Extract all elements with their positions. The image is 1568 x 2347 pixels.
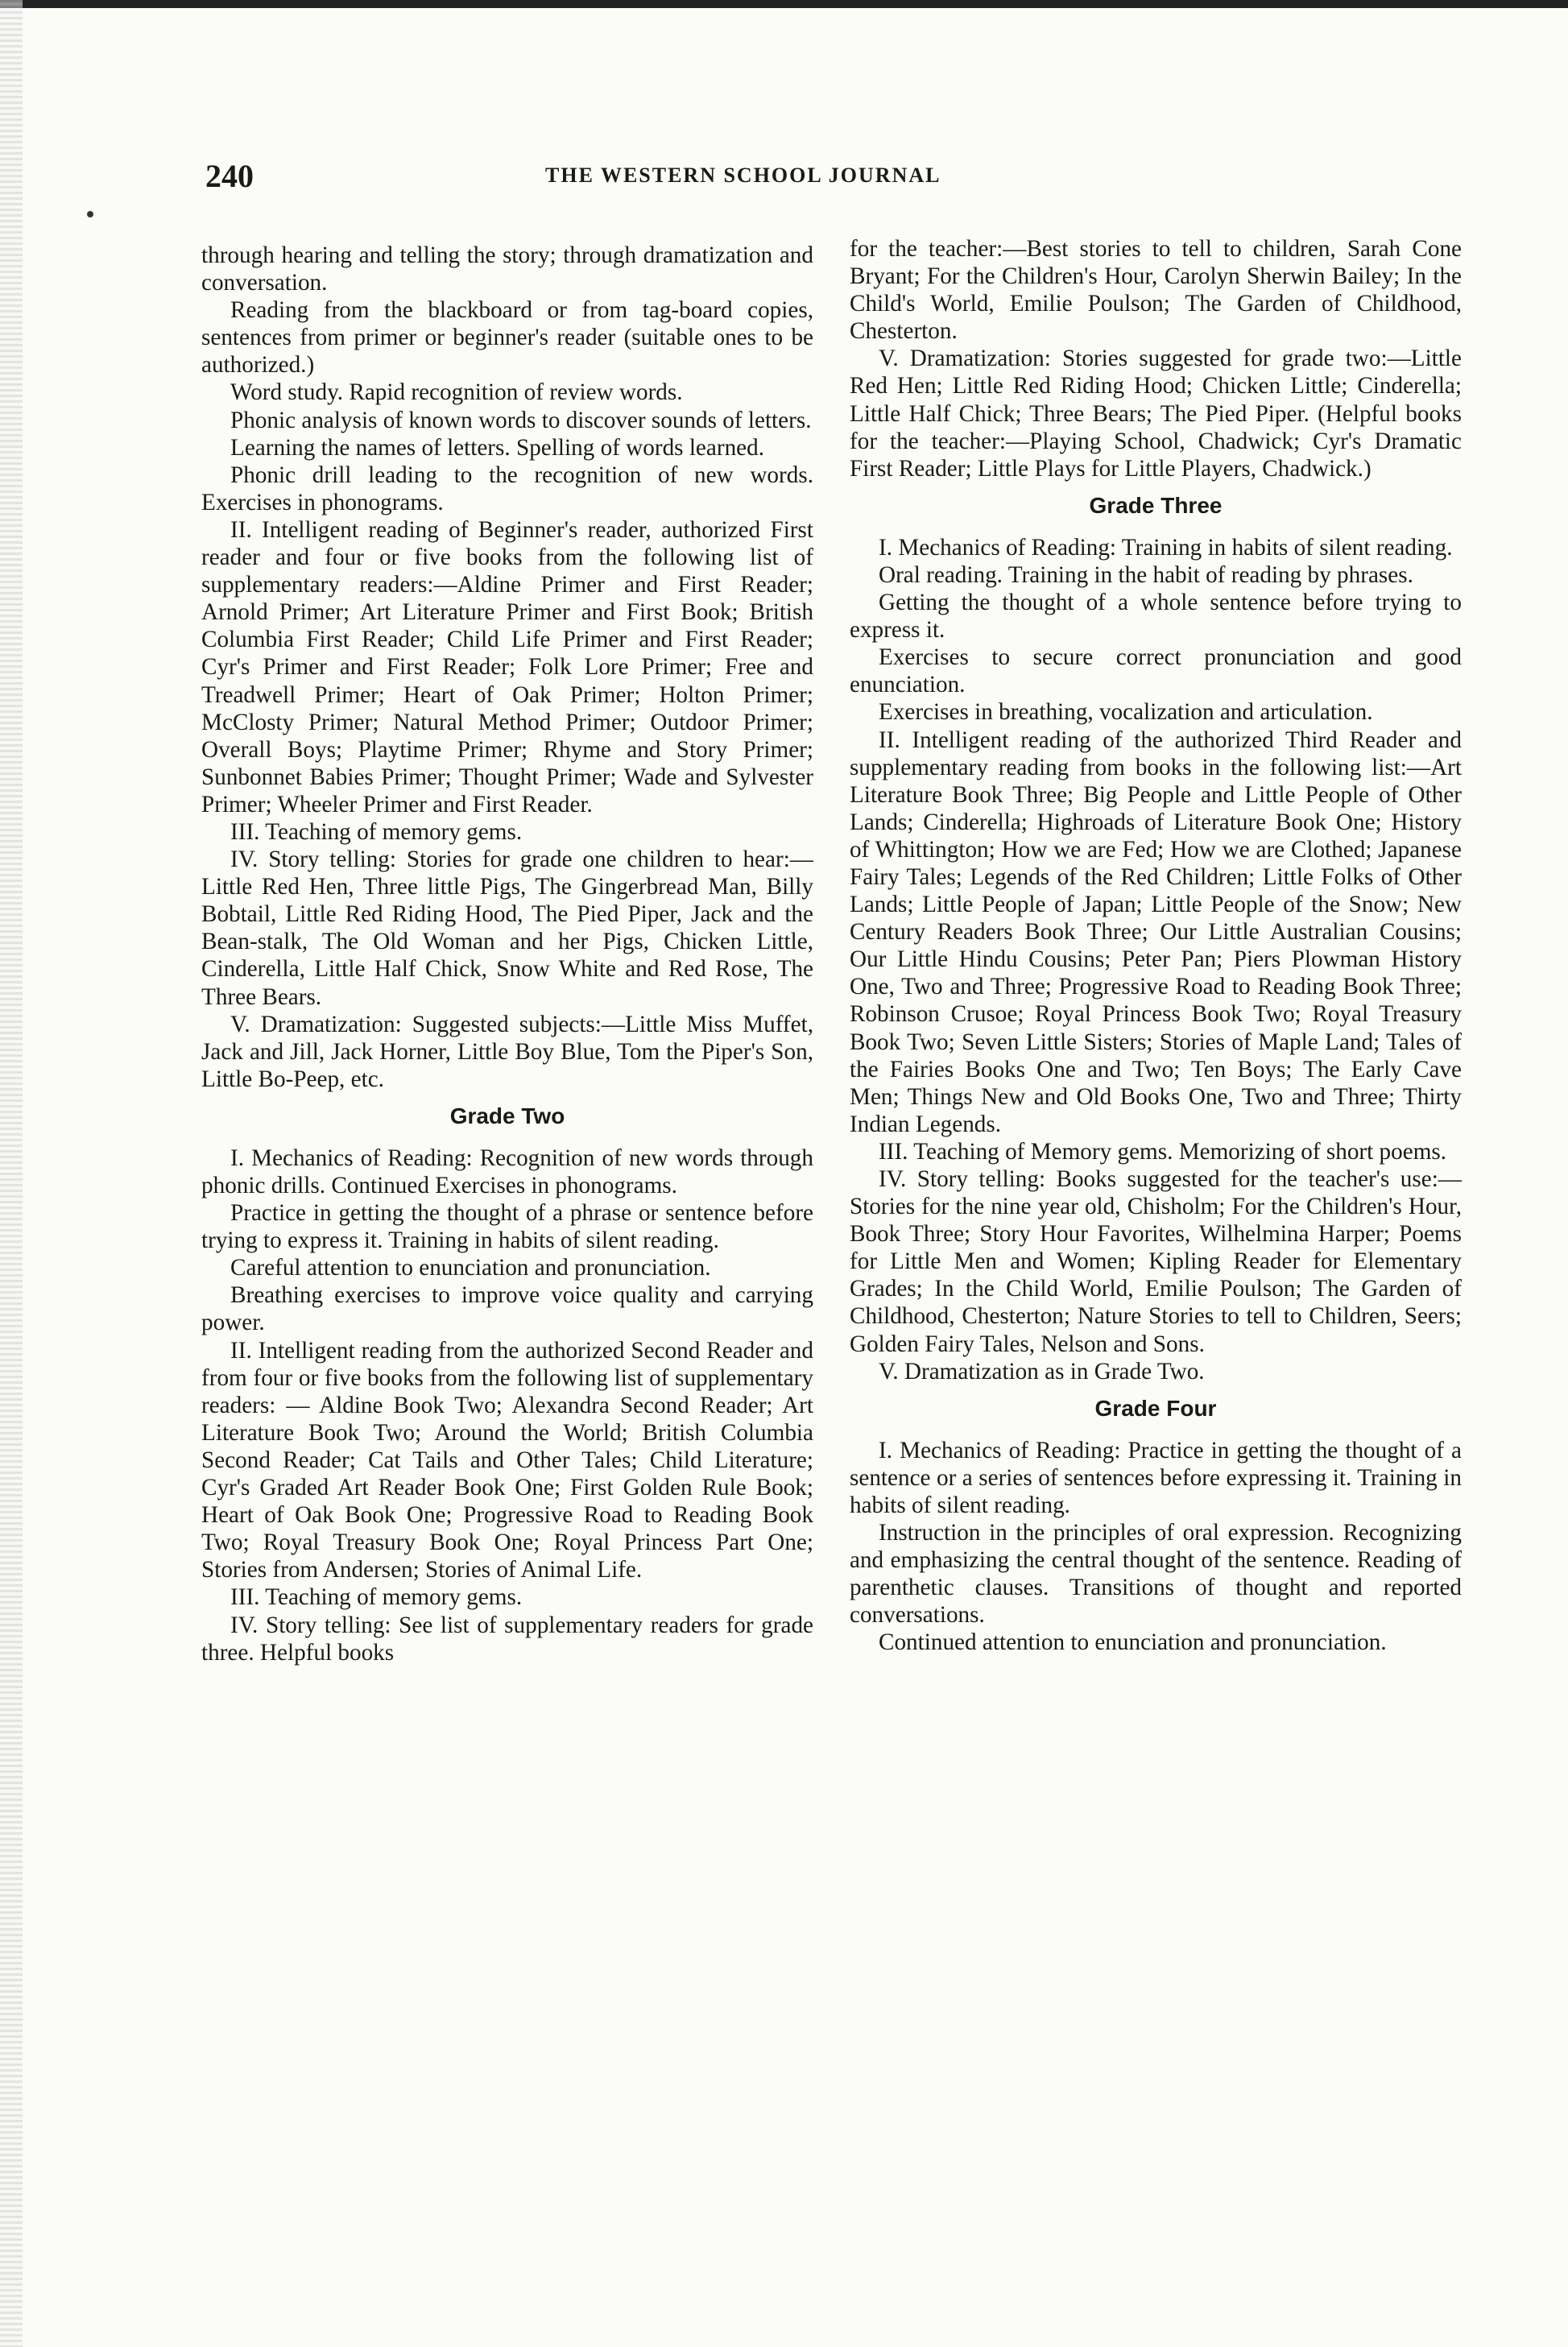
paragraph: Exercises in breathing, vocalization and articulation. — [879, 699, 1373, 726]
binding-edge — [0, 0, 23, 2347]
section-heading-grade-four: Grade Four — [1094, 1395, 1217, 1421]
paragraph: Phonic analysis of known words to discover sounds of letters. — [230, 407, 812, 433]
paragraph: for the teacher:—Best stories to tell to children, Sarah Cone Bryant; For the Children's Hour, Carolyn Sherwin Bailey; In the Child's World, Emilie Poulson; The Garden of Childhood, Chesterton. — [850, 236, 1462, 345]
paragraph: Getting the thought of a whole sentence before trying to express it. — [850, 590, 1462, 644]
section-heading-grade-two: Grade Two — [449, 1103, 565, 1128]
left-column — [201, 242, 813, 1666]
paragraph: Reading from the blackboard or from tag-board copies, sentences from primer or beginner's reader (suitable ones to be authorized.) — [201, 297, 813, 379]
paragraph: III. Teaching of memory gems. — [230, 1584, 523, 1611]
margin-dot — [87, 211, 93, 217]
paragraph: II. Intelligent reading from the authorized Second Reader and from four or five books from the following list of supplementary readers: — Aldine Book Two; Alexandra Second Reader; Art Literature Book Two; Around the World; British Columbia Second Reader; Cat Tails and Other Tales; Child Literature; Cyr's Graded Art Reader Book One; First Golden Rule Book; Heart of Oak Book One; Progressive Road to Reading Book Two; Royal Treasury Book One; Royal Princess Part One; Stories from Andersen; Stories of Animal Life. — [201, 1337, 813, 1583]
paragraph: Breathing exercises to improve voice quality and carrying power. — [201, 1282, 813, 1336]
paragraph: I. Mechanics of Reading: Practice in getting the thought of a sentence or a series of sentences before expressing it. Training in habits of silent reading. — [850, 1437, 1462, 1518]
paragraph: V. Dramatization as in Grade Two. — [879, 1358, 1205, 1385]
paragraph: through hearing and telling the story; through dramatization and conversation. — [201, 242, 813, 296]
section-heading-grade-three: Grade Three — [1089, 492, 1223, 518]
paragraph: IV. Story telling: See list of supplementary readers for grade three. Helpful books — [201, 1612, 813, 1666]
paragraph: V. Dramatization: Suggested subjects:—Little Miss Muffet, Jack and Jill, Jack Horner, Little Boy Blue, Tom the Piper's Son, Little Bo-Peep, etc. — [201, 1011, 813, 1092]
paragraph: III. Teaching of memory gems. — [230, 818, 523, 845]
paragraph: Careful attention to enunciation and pronunciation. — [230, 1255, 711, 1281]
paragraph: Exercises to secure correct pronunciation and good enunciation. — [850, 644, 1462, 698]
paragraph: Oral reading. Training in the habit of reading by phrases. — [879, 561, 1413, 588]
paragraph: I. Mechanics of Reading: Recognition of new words through phonic drills. Continued Exercises in phonograms. — [201, 1145, 813, 1198]
journal-title: THE WESTERN SCHOOL JOURNAL — [545, 164, 941, 187]
paragraph: V. Dramatization: Stories suggested for grade two:—Little Red Hen; Little Red Riding Hood; Chicken Little; Cinderella; Little Half Chick; Three Bears; The Pied Piper. (Helpful books for the teacher:—Playing School, Chadwick; Cyr's Dramatic First Reader; Little Plays for Little Players, Chadwick.) — [850, 346, 1462, 482]
paragraph: Word study. Rapid recognition of review words. — [230, 379, 683, 406]
paragraph: I. Mechanics of Reading: Training in habits of silent reading. — [879, 534, 1453, 561]
paragraph: Continued attention to enunciation and pronunciation. — [879, 1629, 1387, 1656]
top-border — [0, 0, 1568, 8]
paragraph: Phonic drill leading to the recognition of new words. Exercises in phonograms. — [201, 462, 813, 515]
page-number: 240 — [205, 158, 254, 194]
paragraph: Practice in getting the thought of a phrase or sentence before trying to express it. Training in habits of silent reading. — [201, 1200, 813, 1254]
paragraph: II. Intelligent reading of Beginner's reader, authorized First reader and four or five books from the following list of supplementary readers:—Aldine Primer and First Reader; Arnold Primer; Art Literature Primer and First Book; British Columbia First Reader; Child Life Primer and First Reader; Cyr's Primer and First Reader; Folk Lore Primer; Free and Treadwell Primer; Heart of Oak Primer; Holton Primer; McClosty Primer; Natural Method Primer; Outdoor Primer; Overall Boys; Playtime Primer; Rhyme and Story Primer; Sunbonnet Babies Primer; Thought Primer; Wade and Sylvester Primer; Wheeler Primer and First Reader. — [201, 516, 813, 818]
paragraph: III. Teaching of Memory gems. Memorizing of short poems. — [879, 1138, 1447, 1165]
paragraph: Instruction in the principles of oral expression. Recognizing and emphasizing the central thought of the sentence. Reading of parenthetic clauses. Transitions of thought and reported conversations. — [850, 1520, 1462, 1629]
right-column — [850, 235, 1462, 1657]
running-head — [205, 157, 1107, 194]
paragraph: Learning the names of letters. Spelling of words learned. — [230, 434, 765, 461]
paragraph: IV. Story telling: Books suggested for the teacher's use:—Stories for the nine year old, Chisholm; For the Children's Hour, Book Three; Story Hour Favorites, Wilhelmina Harper; Poems for Little Men and Women; Kipling Reader for Elementary Grades; In the Child World, Emilie Poulson; The Garden of Childhood, Chesterton; Nature Stories to tell to Children, Seers; Golden Fairy Tales, Nelson and Sons. — [850, 1166, 1462, 1357]
paragraph: II. Intelligent reading of the authorized Third Reader and supplementary reading from books in the following list:—Art Literature Book Three; Big People and Little People of Other Lands; Cinderella; Highroads of Literature Book One; History of Whittington; How we are Fed; How we are Clothed; Japanese Fairy Tales; Legends of the Red Children; Little Folks of Other Lands; Little People of Japan; Little People of the Snow; New Century Readers Book Three; Our Little Australian Cousins; Our Little Hindu Cousins; Peter Pan; Piers Plowman History One, Two and Three; Progressive Road to Reading Book Three; Robinson Crusoe; Royal Princess Book Two; Royal Treasury Book Two; Seven Little Sisters; Stories of Maple Land; Tales of the Fairies Books One and Two; Ten Boys; The Early Cave Men; Things New and Old Books One, Two and Three; Thirty Indian Legends. — [850, 726, 1462, 1137]
paragraph: IV. Story telling: Stories for grade one children to hear:—Little Red Hen, Three little Pigs, The Gingerbread Man, Billy Bobtail, Little Red Riding Hood, The Pied Piper, Jack and the Bean-stalk, The Old Woman and her Pigs, Chicken Little, Cinderella, Little Half Chick, Snow White and Red Rose, The Three Bears. — [201, 846, 813, 1010]
